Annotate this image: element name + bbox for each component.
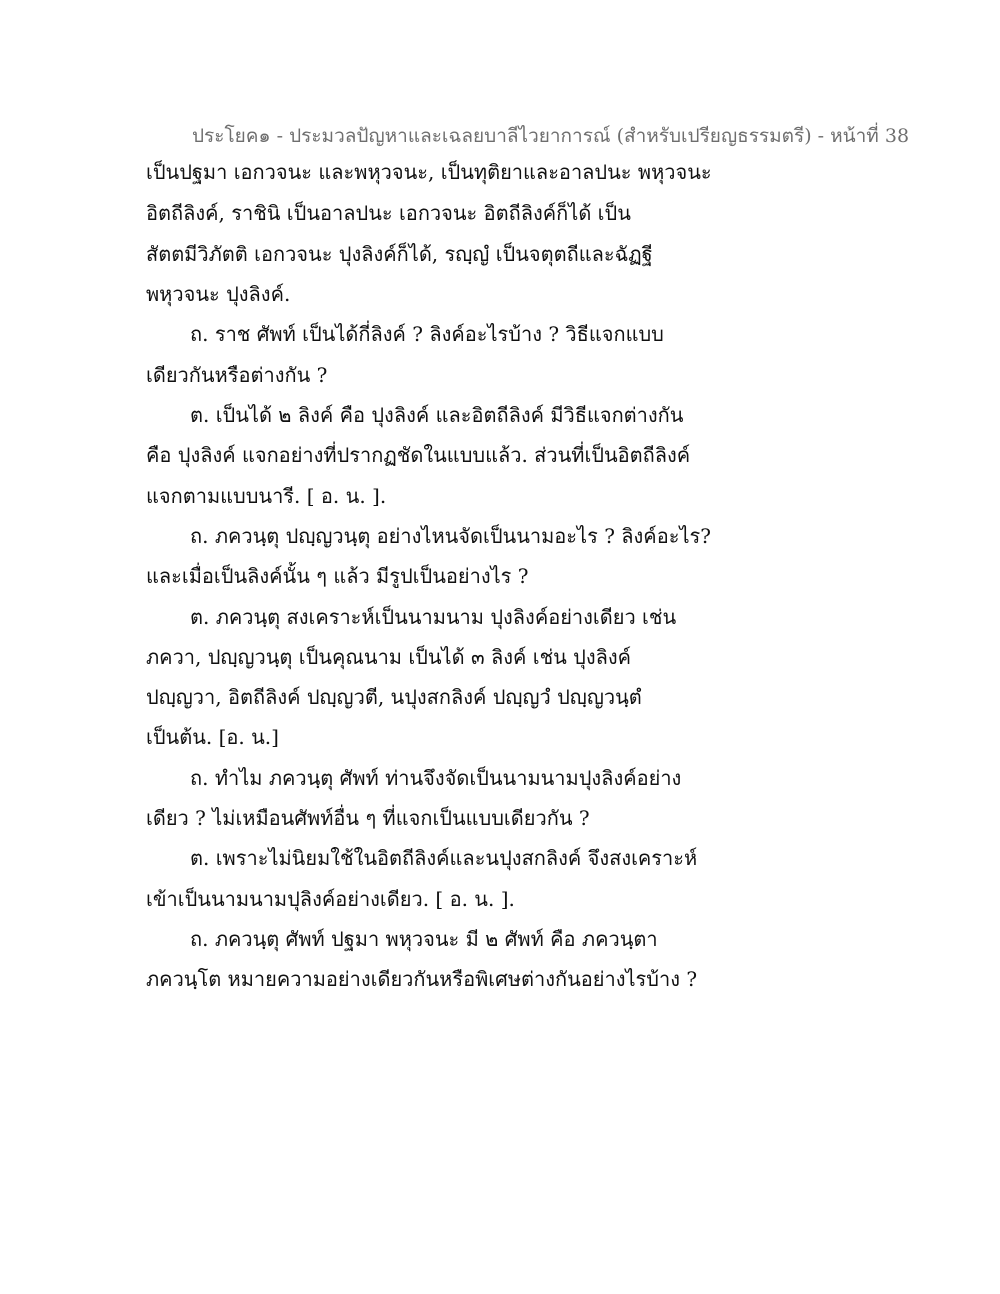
- text-line: แจกตามแบบนารี. [ อ. น. ].: [146, 484, 387, 508]
- text-line: เดียว ? ไม่เหมือนศัพท์อื่น ๆ ที่แจกเป็นแบบเดียวกัน ?: [146, 806, 590, 830]
- question-line: ถ. ภควนฺตุ ปญฺญวนฺตุ อย่างไหนจัดเป็นนามอะไร ? ลิงค์อะไร?: [190, 524, 711, 548]
- answer-line: ต. เป็นได้ ๒ ลิงค์ คือ ปุงลิงค์ และอิตถีลิงค์ มีวิธีแจกต่างกัน: [190, 403, 684, 427]
- text-line: ภควา, ปญฺญวนฺตุ เป็นคุณนาม เป็นได้ ๓ ลิงค์ เช่น ปุงลิงค์: [146, 645, 632, 669]
- running-header: ประโยค๑ - ประมวลปัญหาและเฉลยบาลีไวยาการณ์ (สำหรับเปรียญธรรมตรี) - หน้าที่ 38: [192, 125, 910, 147]
- question-line: ถ. ภควนฺตุ ศัพท์ ปฐมา พหุวจนะ มี ๒ ศัพท์ คือ ภควนฺตา: [190, 927, 658, 951]
- text-line: เดียวกันหรือต่างกัน ?: [146, 363, 328, 387]
- question-line: ถ. ราช ศัพท์ เป็นได้กี่ลิงค์ ? ลิงค์อะไรบ้าง ? วิธีแจกแบบ: [190, 322, 664, 346]
- text-line: ภควนฺโต หมายความอย่างเดียวกันหรือพิเศษต่างกันอย่างไรบ้าง ?: [146, 967, 698, 991]
- text-line: เป็นต้น. [อ. น.]: [146, 725, 279, 749]
- text-line: ปญฺญวา, อิตถีลิงค์ ปญฺญวตี, นปุงสกลิงค์ ปญฺญวํ ปญฺญวนฺตํ: [146, 685, 642, 709]
- text-line: เข้าเป็นนามนามปุลิงค์อย่างเดียว. [ อ. น. ].: [146, 887, 515, 911]
- text-line: คือ ปุงลิงค์ แจกอย่างที่ปรากฏชัดในแบบแล้ว. ส่วนที่เป็นอิตถีลิงค์: [146, 443, 691, 467]
- text-line: เป็นปฐมา เอกวจนะ และพหุวจนะ, เป็นทุติยาและอาลปนะ พหุวจนะ: [146, 160, 712, 184]
- question-line: ถ. ทำไม ภควนฺตุ ศัพท์ ท่านจึงจัดเป็นนามนามปุงลิงค์อย่าง: [190, 766, 682, 790]
- text-line: อิตถีลิงค์, ราชินิ เป็นอาลปนะ เอกวจนะ อิตถีลิงค์ก็ได้ เป็น: [146, 201, 631, 225]
- text-line: สัตตมีวิภัตติ เอกวจนะ ปุงลิงค์ก็ได้, รญฺญํ เป็นจตุตถีและฉัฏฐี: [146, 242, 653, 266]
- answer-line: ต. ภควนฺตุ สงเคราะห์เป็นนามนาม ปุงลิงค์อย่างเดียว เช่น: [190, 605, 677, 629]
- text-line: และเมื่อเป็นลิงค์นั้น ๆ แล้ว มีรูปเป็นอย่างไร ?: [146, 564, 529, 588]
- text-line: พหุวจนะ ปุงลิงค์.: [146, 282, 291, 306]
- answer-line: ต. เพราะไม่นิยมใช้ในอิตถีลิงค์และนปุงสกลิงค์ จึงสงเคราะห์: [190, 846, 698, 870]
